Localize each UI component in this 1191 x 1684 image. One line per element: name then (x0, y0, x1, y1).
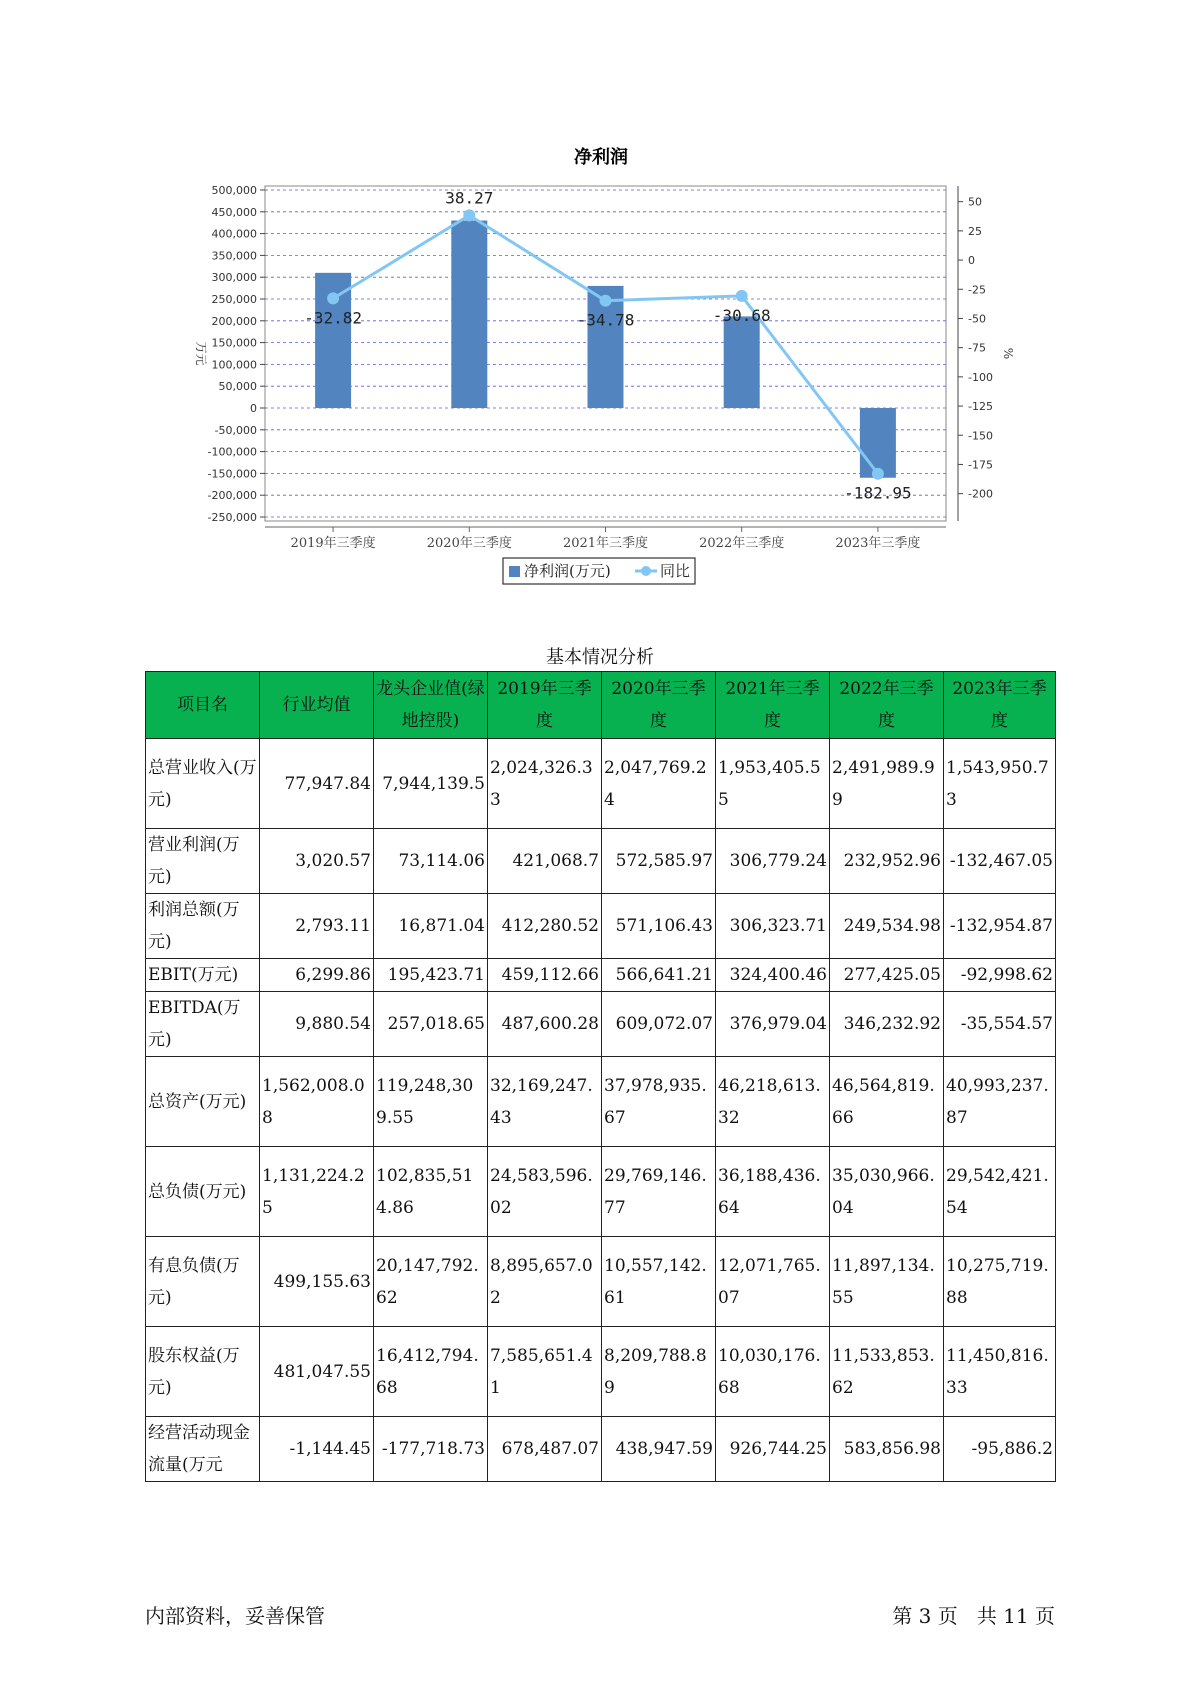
table-header-cell: 2021年三季度 (716, 672, 830, 739)
x-tick-label: 2023年三季度 (835, 536, 921, 551)
yoy-point-label: -34.78 (576, 310, 635, 330)
table-cell: 678,487.07 (488, 1417, 602, 1482)
row-label-cell: EBIT(万元) (146, 959, 260, 992)
legend-line-marker (641, 566, 651, 576)
table-header-cell: 项目名 (146, 672, 260, 739)
table-cell: 306,323.71 (716, 894, 830, 959)
x-tick-label: 2021年三季度 (562, 536, 649, 551)
table-cell: -132,954.87 (944, 894, 1056, 959)
y2-tick-label: -125 (968, 400, 993, 414)
table-cell: 566,641.21 (602, 959, 716, 992)
yoy-point-label: -30.68 (712, 305, 771, 325)
table-cell: 487,600.28 (488, 992, 602, 1057)
row-label-cell: EBITDA(万元) (146, 992, 260, 1057)
bar (451, 221, 487, 408)
y-tick-label: -100,000 (207, 445, 257, 459)
table-cell: 9,880.54 (260, 992, 374, 1057)
table-cell: 32,169,247.43 (488, 1057, 602, 1147)
table-row (146, 992, 1056, 1057)
y2-tick-label: -25 (968, 283, 986, 297)
table-cell: 12,071,765.07 (716, 1237, 830, 1327)
table-cell: 35,030,966.04 (830, 1147, 944, 1237)
table-cell: 376,979.04 (716, 992, 830, 1057)
table-cell: 277,425.05 (830, 959, 944, 992)
y2-axis-label: % (1001, 347, 1015, 360)
table-cell: 346,232.92 (830, 992, 944, 1057)
table-cell: 481,047.55 (260, 1327, 374, 1417)
y2-tick-label: -75 (968, 341, 986, 355)
table-cell: 324,400.46 (716, 959, 830, 992)
yoy-point (327, 292, 339, 304)
table-cell: -35,554.57 (944, 992, 1056, 1057)
y-tick-label: 300,000 (211, 271, 257, 285)
table-header-cell: 2020年三季度 (602, 672, 716, 739)
y2-tick-label: -100 (968, 370, 993, 384)
table-cell: 583,856.98 (830, 1417, 944, 1482)
table-cell: 20,147,792.62 (374, 1237, 488, 1327)
table-cell: 73,114.06 (374, 829, 488, 894)
table-cell: 29,542,421.54 (944, 1147, 1056, 1237)
table-cell: 421,068.7 (488, 829, 602, 894)
y2-tick-label: -150 (968, 429, 993, 443)
row-label-cell: 有息负债(万元) (146, 1237, 260, 1327)
table-header-cell: 2022年三季度 (830, 672, 944, 739)
table-body (146, 739, 1056, 1482)
row-label-cell: 总营业收入(万元) (146, 739, 260, 829)
table-cell: 46,564,819.66 (830, 1057, 944, 1147)
chart-title: 净利润 (574, 147, 628, 168)
table-cell: 16,871.04 (374, 894, 488, 959)
footer-page-number: 第 3 页 共 11 页 (892, 1604, 1055, 1628)
table-cell: 412,280.52 (488, 894, 602, 959)
row-label-cell: 股东权益(万元) (146, 1327, 260, 1417)
table-cell: 1,562,008.08 (260, 1057, 374, 1147)
y-tick-label: 350,000 (211, 249, 257, 263)
table-row (146, 1417, 1056, 1482)
y2-tick-label: 25 (968, 224, 982, 238)
row-label-cell: 利润总额(万元) (146, 894, 260, 959)
table-header-row (146, 672, 1056, 739)
footer-confidential-note: 内部资料，妥善保管 (145, 1604, 325, 1628)
table-cell: 8,895,657.02 (488, 1237, 602, 1327)
table-cell: 6,299.86 (260, 959, 374, 992)
table-title: 基本情况分析 (546, 647, 654, 668)
y2-tick-label: -50 (968, 312, 986, 326)
net-profit-chart (0, 0, 1191, 600)
table-cell: 11,897,134.55 (830, 1237, 944, 1327)
table-header-cell: 行业均值 (260, 672, 374, 739)
y-tick-label: 50,000 (218, 380, 257, 394)
table-row (146, 1237, 1056, 1327)
y-tick-label: 0 (250, 402, 257, 415)
y-tick-label: -150,000 (207, 467, 257, 481)
table-header-cell: 2023年三季度 (944, 672, 1056, 739)
table-cell: 119,248,309.55 (374, 1057, 488, 1147)
table-cell: 438,947.59 (602, 1417, 716, 1482)
y-tick-label: 500,000 (211, 184, 257, 197)
table-cell: 7,944,139.5 (374, 739, 488, 829)
table-row (146, 739, 1056, 829)
y-tick-label: -250,000 (207, 511, 257, 524)
y-tick-label: 400,000 (211, 227, 257, 241)
table-cell: -92,998.62 (944, 959, 1056, 992)
table-cell: 2,793.11 (260, 894, 374, 959)
table-cell: 1,953,405.55 (716, 739, 830, 829)
y2-tick-label: 50 (968, 195, 982, 209)
table-cell: 10,557,142.61 (602, 1237, 716, 1327)
yoy-point-label: -32.82 (304, 308, 362, 328)
row-label-cell: 经营活动现金流量(万元 (146, 1417, 260, 1482)
x-tick-label: 2020年三季度 (426, 536, 512, 551)
table-cell: 8,209,788.89 (602, 1327, 716, 1417)
table-cell: 2,024,326.33 (488, 739, 602, 829)
table-cell: 2,047,769.24 (602, 739, 716, 829)
table-cell: -177,718.73 (374, 1417, 488, 1482)
table-cell: 257,018.65 (374, 992, 488, 1057)
yoy-point (600, 295, 612, 307)
table-cell: 1,131,224.25 (260, 1147, 374, 1237)
table-cell: 77,947.84 (260, 739, 374, 829)
row-label-cell: 总负债(万元) (146, 1147, 260, 1237)
legend-bar-swatch (509, 566, 520, 577)
table-cell: 571,106.43 (602, 894, 716, 959)
legend-line-label: 同比 (660, 562, 691, 580)
yoy-point (736, 290, 748, 302)
table-cell: 36,188,436.64 (716, 1147, 830, 1237)
x-tick-label: 2022年三季度 (699, 536, 785, 551)
table-cell: 7,585,651.41 (488, 1327, 602, 1417)
x-tick-label: 2019年三季度 (290, 536, 376, 551)
yoy-point (463, 209, 475, 221)
table-cell: 11,450,816.33 (944, 1327, 1056, 1417)
table-row (146, 1327, 1056, 1417)
table-cell: -1,144.45 (260, 1417, 374, 1482)
table-cell: 232,952.96 (830, 829, 944, 894)
table-cell: 609,072.07 (602, 992, 716, 1057)
chart-canvas (0, 0, 1191, 600)
row-label-cell: 总资产(万元) (146, 1057, 260, 1147)
table-cell: 29,769,146.77 (602, 1147, 716, 1237)
table-cell: 2,491,989.99 (830, 739, 944, 829)
table-cell: 46,218,613.32 (716, 1057, 830, 1147)
y2-tick-label: -200 (968, 487, 993, 501)
table-cell: 11,533,853.62 (830, 1327, 944, 1417)
table-cell: -132,467.05 (944, 829, 1056, 894)
yoy-point-label: 38.27 (445, 188, 494, 208)
table-cell: 40,993,237.87 (944, 1057, 1056, 1147)
y-tick-label: 200,000 (211, 314, 257, 328)
table-cell: 249,534.98 (830, 894, 944, 959)
table-cell: 306,779.24 (716, 829, 830, 894)
y-tick-label: 100,000 (211, 358, 257, 372)
y-tick-label: -50,000 (214, 423, 257, 437)
table-row (146, 1147, 1056, 1237)
table-cell: 459,112.66 (488, 959, 602, 992)
bar (860, 408, 896, 478)
table-cell: 1,543,950.73 (944, 739, 1056, 829)
table-cell: 572,585.97 (602, 829, 716, 894)
table-row (146, 959, 1056, 992)
yoy-point-label: -182.95 (844, 483, 912, 503)
table-row (146, 894, 1056, 959)
table-cell: 37,978,935.67 (602, 1057, 716, 1147)
table-header-cell: 龙头企业值(绿地控股) (374, 672, 488, 739)
table-cell: 24,583,596.02 (488, 1147, 602, 1237)
table-cell: 16,412,794.68 (374, 1327, 488, 1417)
table-cell: 3,020.57 (260, 829, 374, 894)
row-label-cell: 营业利润(万元) (146, 829, 260, 894)
table-row (146, 829, 1056, 894)
y-tick-label: -200,000 (207, 489, 257, 503)
table-row (146, 1057, 1056, 1147)
bar (724, 316, 760, 408)
table-cell: 926,744.25 (716, 1417, 830, 1482)
y-tick-label: 450,000 (211, 205, 257, 219)
table-cell: 10,030,176.68 (716, 1327, 830, 1417)
y2-tick-label: 0 (968, 254, 975, 268)
legend-bar-label: 净利润(万元) (524, 562, 611, 580)
y2-tick-label: -175 (968, 458, 993, 472)
table-header-cell: 2019年三季度 (488, 672, 602, 739)
table-cell: 10,275,719.88 (944, 1237, 1056, 1327)
table-cell: -95,886.2 (944, 1417, 1056, 1482)
y-tick-label: 150,000 (211, 336, 257, 350)
table-cell: 499,155.63 (260, 1237, 374, 1327)
yoy-point (872, 468, 884, 480)
table-cell: 102,835,514.86 (374, 1147, 488, 1237)
basic-analysis-table (145, 671, 1056, 1482)
table-cell: 195,423.71 (374, 959, 488, 992)
y-tick-label: 250,000 (211, 293, 257, 306)
y-axis-label: 万元 (194, 341, 208, 366)
